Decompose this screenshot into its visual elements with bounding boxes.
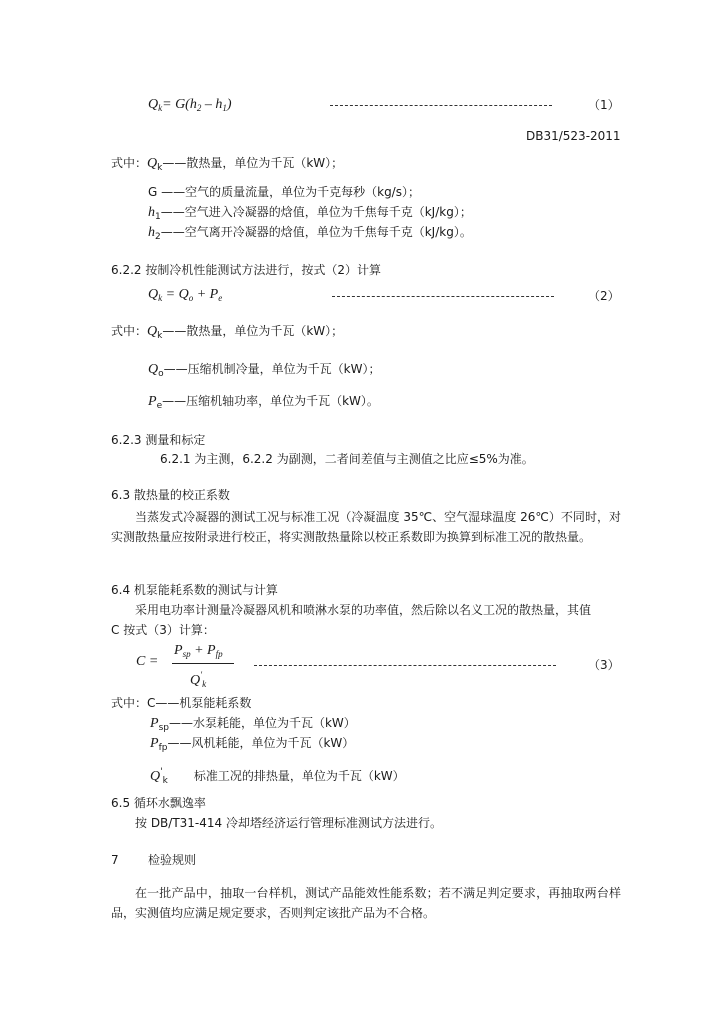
- section-7-title: 检验规则: [148, 853, 197, 867]
- where-1-qk: 式中：$Q_k——$散热量，单位为千瓦（kW）；: [111, 156, 344, 173]
- equation-2-leader: [332, 296, 554, 297]
- where-3-qk: $Q'_k$ 标准工况的排热量，单位为千瓦（kW）: [150, 767, 405, 786]
- where-3-c: 式中：C——机泵能耗系数: [111, 696, 252, 710]
- section-6-4-heading: 6.4 机泵能耗系数的测试与计算: [111, 583, 278, 597]
- section-6-2-3-body: 6.2.1 为主测，6.2.2 为副测，二者间差值与主测值之比应≤5%为准。: [160, 452, 534, 466]
- section-6-3-heading: 6.3 散热量的校正系数: [111, 488, 230, 502]
- equation-3-denominator: $Q'_k$: [190, 670, 207, 689]
- equation-3-lhs: C =: [136, 654, 159, 669]
- equation-1-number: （1）: [588, 98, 620, 112]
- section-6-2-2-heading: 6.2.2 按制冷机性能测试方法进行，按式（2）计算: [111, 263, 381, 277]
- fraction-bar: [172, 663, 234, 664]
- where-1-h1: $h_1——$空气进入冷凝器的焓值，单位为千焦每千克（kJ/kg）；: [148, 205, 472, 222]
- equation-2-number: （2）: [588, 289, 620, 303]
- where-3-pfp: $P_{fp}——$风机耗能，单位为千瓦（kW）: [150, 736, 355, 753]
- doc-number: DB31/523-2011: [526, 129, 621, 143]
- section-6-4-body-line2: C 按式（3）计算：: [111, 623, 215, 637]
- section-6-3-body: 当蒸发式冷凝器的测试工况与标准工况（冷凝温度 35℃、空气湿球温度 26℃）不同时，对实测散热量应按附录进行校正，将实测散热量除以校正系数即为换算到标准工况的散热量。: [111, 510, 621, 544]
- equation-1-leader: [330, 105, 552, 106]
- where-3-psp: $P_{sp}——$水泵耗能，单位为千瓦（kW）: [150, 716, 356, 733]
- where-2-pe: $P_e——$压缩机轴功率，单位为千瓦（kW）。: [148, 394, 379, 411]
- where-1-g: G ——空气的质量流量，单位为千克每秒（kg/s）；: [148, 185, 420, 199]
- section-6-5-heading: 6.5 循环水飘逸率: [111, 796, 206, 810]
- equation-1: $Q_k= G(h_2 - h_1)$: [148, 97, 232, 113]
- equation-3-numerator: $P_{sp} + P_{fp}$: [174, 643, 223, 659]
- section-6-5-body: 按 DB/T31-414 冷却塔经济运行管理标准测试方法进行。: [135, 816, 442, 830]
- section-7-number: 7: [111, 853, 119, 867]
- equation-2: $Q_k = Q_o + P_e$: [148, 287, 223, 303]
- section-6-4-body-line1: 采用电功率计测量冷凝器风机和喷淋水泵的功率值，然后除以名义工况的散热量，其值: [135, 603, 592, 617]
- where-2-qk: 式中：$Q_k——$散热量，单位为千瓦（kW）；: [111, 324, 344, 341]
- equation-3-leader: [254, 665, 556, 666]
- section-7-body: 在一批产品中，抽取一台样机，测试产品能效性能系数；若不满足判定要求，再抽取两台样品，实测值均应满足规定要求，否则判定该批产品为不合格。: [111, 886, 621, 920]
- equation-3-fraction: [172, 643, 236, 689]
- where-2-qo: $Q_o——$压缩机制冷量，单位为千瓦（kW）；: [148, 362, 381, 379]
- equation-3-number: （3）: [588, 658, 620, 672]
- section-6-2-3-heading: 6.2.3 测量和标定: [111, 433, 206, 447]
- where-1-h2: $h_2——$空气离开冷凝器的焓值，单位为千焦每千克（kJ/kg）。: [148, 225, 472, 242]
